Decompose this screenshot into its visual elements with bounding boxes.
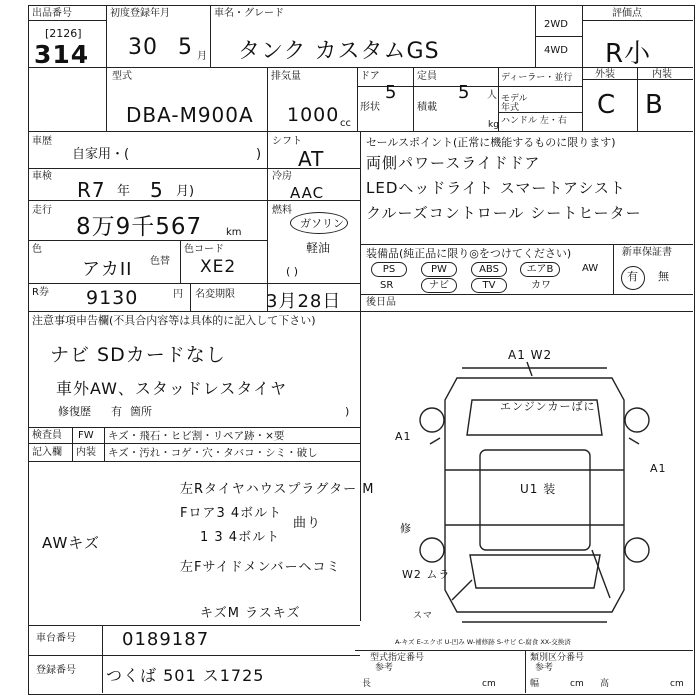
fuel-diesel: 軽油 bbox=[306, 241, 331, 255]
remark-4: 左Fサイドメンバーヘコミ bbox=[180, 560, 341, 575]
load-label: 積載 bbox=[417, 102, 437, 113]
interior-items: キズ・汚れ・コゲ・穴・タバコ・シミ・破し bbox=[108, 447, 318, 459]
diagram-left-mid-note: 修 bbox=[400, 522, 412, 535]
kg-unit: kg bbox=[488, 120, 499, 130]
exterior-value: C bbox=[597, 90, 617, 120]
car-name: タンク カスタムGS bbox=[238, 39, 440, 64]
model-cat-label: 型式指定番号 bbox=[370, 653, 425, 663]
year-unit: 年 bbox=[117, 184, 131, 199]
yen-unit: 円 bbox=[173, 289, 183, 300]
divider bbox=[525, 650, 526, 693]
capacity-value: 5 bbox=[458, 82, 471, 103]
size-height-label: 高 bbox=[600, 679, 610, 689]
capacity-label: 定員 bbox=[417, 71, 437, 82]
fuel-gasoline: ガソリン bbox=[300, 217, 344, 230]
class-cat-ref: 参考 bbox=[535, 663, 554, 673]
chassis-label: 車台番号 bbox=[36, 633, 76, 644]
warranty-yes: 有 bbox=[627, 270, 638, 283]
divider bbox=[28, 461, 360, 462]
divider bbox=[613, 244, 614, 294]
mileage-value: 8万9千567 bbox=[76, 214, 203, 240]
model-label: 型式 bbox=[112, 71, 132, 82]
repair-close: ) bbox=[345, 405, 350, 418]
diagram-center-note: U1 装 bbox=[520, 482, 557, 496]
equip-abs: ABS bbox=[471, 262, 507, 277]
divider bbox=[106, 5, 107, 131]
size-height-unit: cm bbox=[670, 679, 684, 689]
drive-4wd: 4WD bbox=[544, 45, 568, 56]
divider bbox=[267, 131, 268, 311]
lot-label: 出品番号 bbox=[32, 8, 72, 19]
repair-label: 修復歴 bbox=[58, 405, 91, 418]
month-unit: 月 bbox=[197, 51, 207, 62]
sales-point-3: クルーズコントロール シートヒーター bbox=[366, 204, 642, 222]
divider bbox=[210, 5, 211, 67]
divider bbox=[267, 67, 268, 131]
color-code-value: XE2 bbox=[200, 257, 237, 277]
divider bbox=[498, 86, 582, 87]
aircon-value: AAC bbox=[290, 184, 325, 202]
note-line-2: 車外AW、スタッドレスタイヤ bbox=[56, 379, 288, 398]
sales-points-label: セールスポイント(正常に機能するものに限ります) bbox=[366, 136, 616, 149]
divider bbox=[28, 655, 360, 656]
repair-place: 箇所 bbox=[130, 405, 152, 418]
recycle-label: R券 bbox=[32, 287, 49, 298]
divider bbox=[360, 244, 693, 245]
shape-label: 形状 bbox=[360, 102, 380, 113]
displacement-label: 排気量 bbox=[271, 71, 301, 82]
aw-note: AWキズ bbox=[42, 534, 100, 552]
displacement-value: 1000 bbox=[287, 104, 340, 126]
remark-5: キズM ラスキズ bbox=[200, 606, 301, 621]
divider bbox=[582, 20, 693, 21]
divider bbox=[637, 67, 638, 131]
diagram-engine-note: エンジンカーばに bbox=[500, 400, 596, 413]
first-reg-label: 初度登録年月 bbox=[110, 8, 170, 19]
size-width-unit: cm bbox=[570, 679, 584, 689]
diagram-left-note: A1 bbox=[395, 430, 412, 443]
name-change-label: 名変期限 bbox=[195, 289, 235, 300]
size-length-unit: cm bbox=[482, 679, 496, 689]
name-change-value: 3月28日 bbox=[266, 291, 342, 312]
notes-label: 注意事項申告欄(不具合内容等は具体的に記入して下さい) bbox=[32, 314, 316, 327]
diagram-right-note: A1 bbox=[650, 462, 667, 475]
damage-legend: A-キズ E-エクボ U-凹み W-補修跡 S-サビ C-腐食 XX-交換済 bbox=[395, 638, 571, 646]
km-unit: km bbox=[226, 227, 242, 238]
divider bbox=[357, 86, 498, 87]
fw-label: FW bbox=[78, 430, 94, 441]
aircon-label: 冷房 bbox=[272, 171, 292, 182]
chassis-value: 0189187 bbox=[122, 629, 210, 650]
size-length-label: 長 bbox=[362, 679, 372, 689]
class-cat-label: 類別区分番号 bbox=[530, 653, 585, 663]
equip-aw: AW bbox=[582, 263, 599, 274]
equip-sr: SR bbox=[380, 280, 394, 291]
shift-value: AT bbox=[298, 147, 325, 171]
diagram-wheel-note: W2 ムラ bbox=[402, 568, 451, 581]
equip-pw: PW bbox=[421, 262, 457, 277]
model-year-label: モデル年式 bbox=[501, 94, 528, 113]
handle-label: ハンドル 左・右 bbox=[501, 116, 567, 126]
dealer-label: ディーラー・並行 bbox=[501, 73, 573, 83]
equip-navi: ナビ bbox=[421, 278, 457, 293]
color-code-label: 色コード bbox=[184, 244, 224, 255]
person-unit: 人 bbox=[487, 90, 497, 101]
warranty-label: 新車保証書 bbox=[622, 247, 672, 258]
model-value: DBA-M900A bbox=[126, 103, 254, 127]
divider bbox=[28, 427, 360, 428]
divider bbox=[413, 67, 414, 131]
diagram-top-note: A1 W2 bbox=[508, 348, 553, 362]
divider bbox=[535, 36, 582, 37]
door-label: ドア bbox=[360, 71, 380, 82]
warranty-circle bbox=[621, 266, 645, 290]
warranty-none: 無 bbox=[658, 270, 669, 283]
lot-number: 314 bbox=[34, 40, 90, 69]
interior-value: B bbox=[645, 90, 664, 120]
divider bbox=[180, 240, 181, 283]
interior-label: 内装 bbox=[652, 69, 672, 80]
equip-tv: TV bbox=[471, 278, 507, 293]
divider bbox=[360, 131, 361, 311]
lot-code: [2126] bbox=[45, 27, 82, 40]
fuel-paren: ( ) bbox=[286, 265, 299, 278]
drive-2wd: 2WD bbox=[544, 19, 568, 30]
reg-value: つくば 501 ス1725 bbox=[106, 666, 265, 685]
diagram-mirror-note: スマ bbox=[413, 611, 433, 621]
sales-point-2: LEDヘッドライト スマートアシスト bbox=[366, 179, 626, 197]
divider bbox=[360, 311, 361, 621]
history-label: 車歴 bbox=[32, 136, 52, 147]
divider bbox=[360, 294, 693, 295]
history-close: ) bbox=[256, 147, 262, 162]
remark-3: 1 3 4ボルト bbox=[200, 530, 281, 545]
repair-value: 有 bbox=[111, 405, 122, 418]
entry-label: 記入欄 bbox=[32, 447, 62, 458]
color-label: 色 bbox=[32, 244, 42, 255]
note-line-1: ナビ SDカードなし bbox=[50, 344, 226, 366]
inspection-month: 5 bbox=[150, 178, 164, 202]
inspection-value: R7 bbox=[77, 178, 106, 202]
divider bbox=[28, 625, 360, 626]
divider bbox=[104, 427, 105, 461]
color-value: アカII bbox=[82, 259, 133, 280]
remark-2: Fロア3 4ボルト bbox=[180, 506, 283, 521]
divider bbox=[190, 283, 191, 311]
shift-label: シフト bbox=[272, 136, 302, 147]
rear-label: 後日品 bbox=[366, 297, 396, 308]
color-change-label: 色替 bbox=[150, 256, 170, 267]
divider bbox=[355, 650, 693, 651]
history-value: 自家用・( bbox=[72, 147, 130, 162]
remark-1: 左Rタイヤハウスプラグター M bbox=[180, 482, 375, 497]
grade-label: 評価点 bbox=[612, 8, 642, 19]
recycle-value: 9130 bbox=[86, 287, 139, 309]
equip-ps: PS bbox=[371, 262, 407, 277]
first-reg-year: 30 bbox=[128, 35, 158, 60]
size-width-label: 幅 bbox=[530, 679, 540, 689]
equip-leather: カワ bbox=[531, 280, 551, 291]
first-reg-month: 5 bbox=[178, 35, 193, 60]
divider bbox=[102, 625, 103, 693]
divider bbox=[28, 283, 360, 284]
fuel-label: 燃料 bbox=[272, 205, 292, 216]
grade-value: R小 bbox=[605, 39, 652, 69]
inspector-label: 検査員 bbox=[32, 430, 62, 441]
divider bbox=[72, 427, 73, 461]
divider bbox=[28, 20, 106, 21]
fuel-selected-circle bbox=[290, 212, 348, 234]
reg-label: 登録番号 bbox=[36, 665, 76, 676]
divider bbox=[357, 67, 358, 131]
equipment-label: 装備品(純正品に限り◎をつけてください) bbox=[366, 247, 572, 260]
mileage-label: 走行 bbox=[32, 205, 52, 216]
car-name-label: 車名・グレード bbox=[214, 8, 284, 19]
divider bbox=[28, 443, 360, 444]
fw-items: キズ・飛石・ヒビ割・リペア跡・×要 bbox=[108, 430, 285, 442]
interior-row-label: 内装 bbox=[76, 447, 96, 458]
sales-point-1: 両側パワースライドドア bbox=[366, 154, 541, 172]
exterior-label: 外装 bbox=[595, 69, 615, 80]
cracks-note: 曲り bbox=[293, 516, 322, 531]
inspection-label: 車検 bbox=[32, 171, 52, 182]
model-cat-ref: 参考 bbox=[375, 663, 394, 673]
door-value: 5 bbox=[385, 82, 398, 103]
inspection-month-unit: 月) bbox=[176, 184, 195, 199]
equip-airbag: エアB bbox=[520, 262, 560, 277]
divider bbox=[28, 67, 693, 68]
divider bbox=[582, 5, 583, 131]
cc-unit: cc bbox=[340, 118, 351, 129]
